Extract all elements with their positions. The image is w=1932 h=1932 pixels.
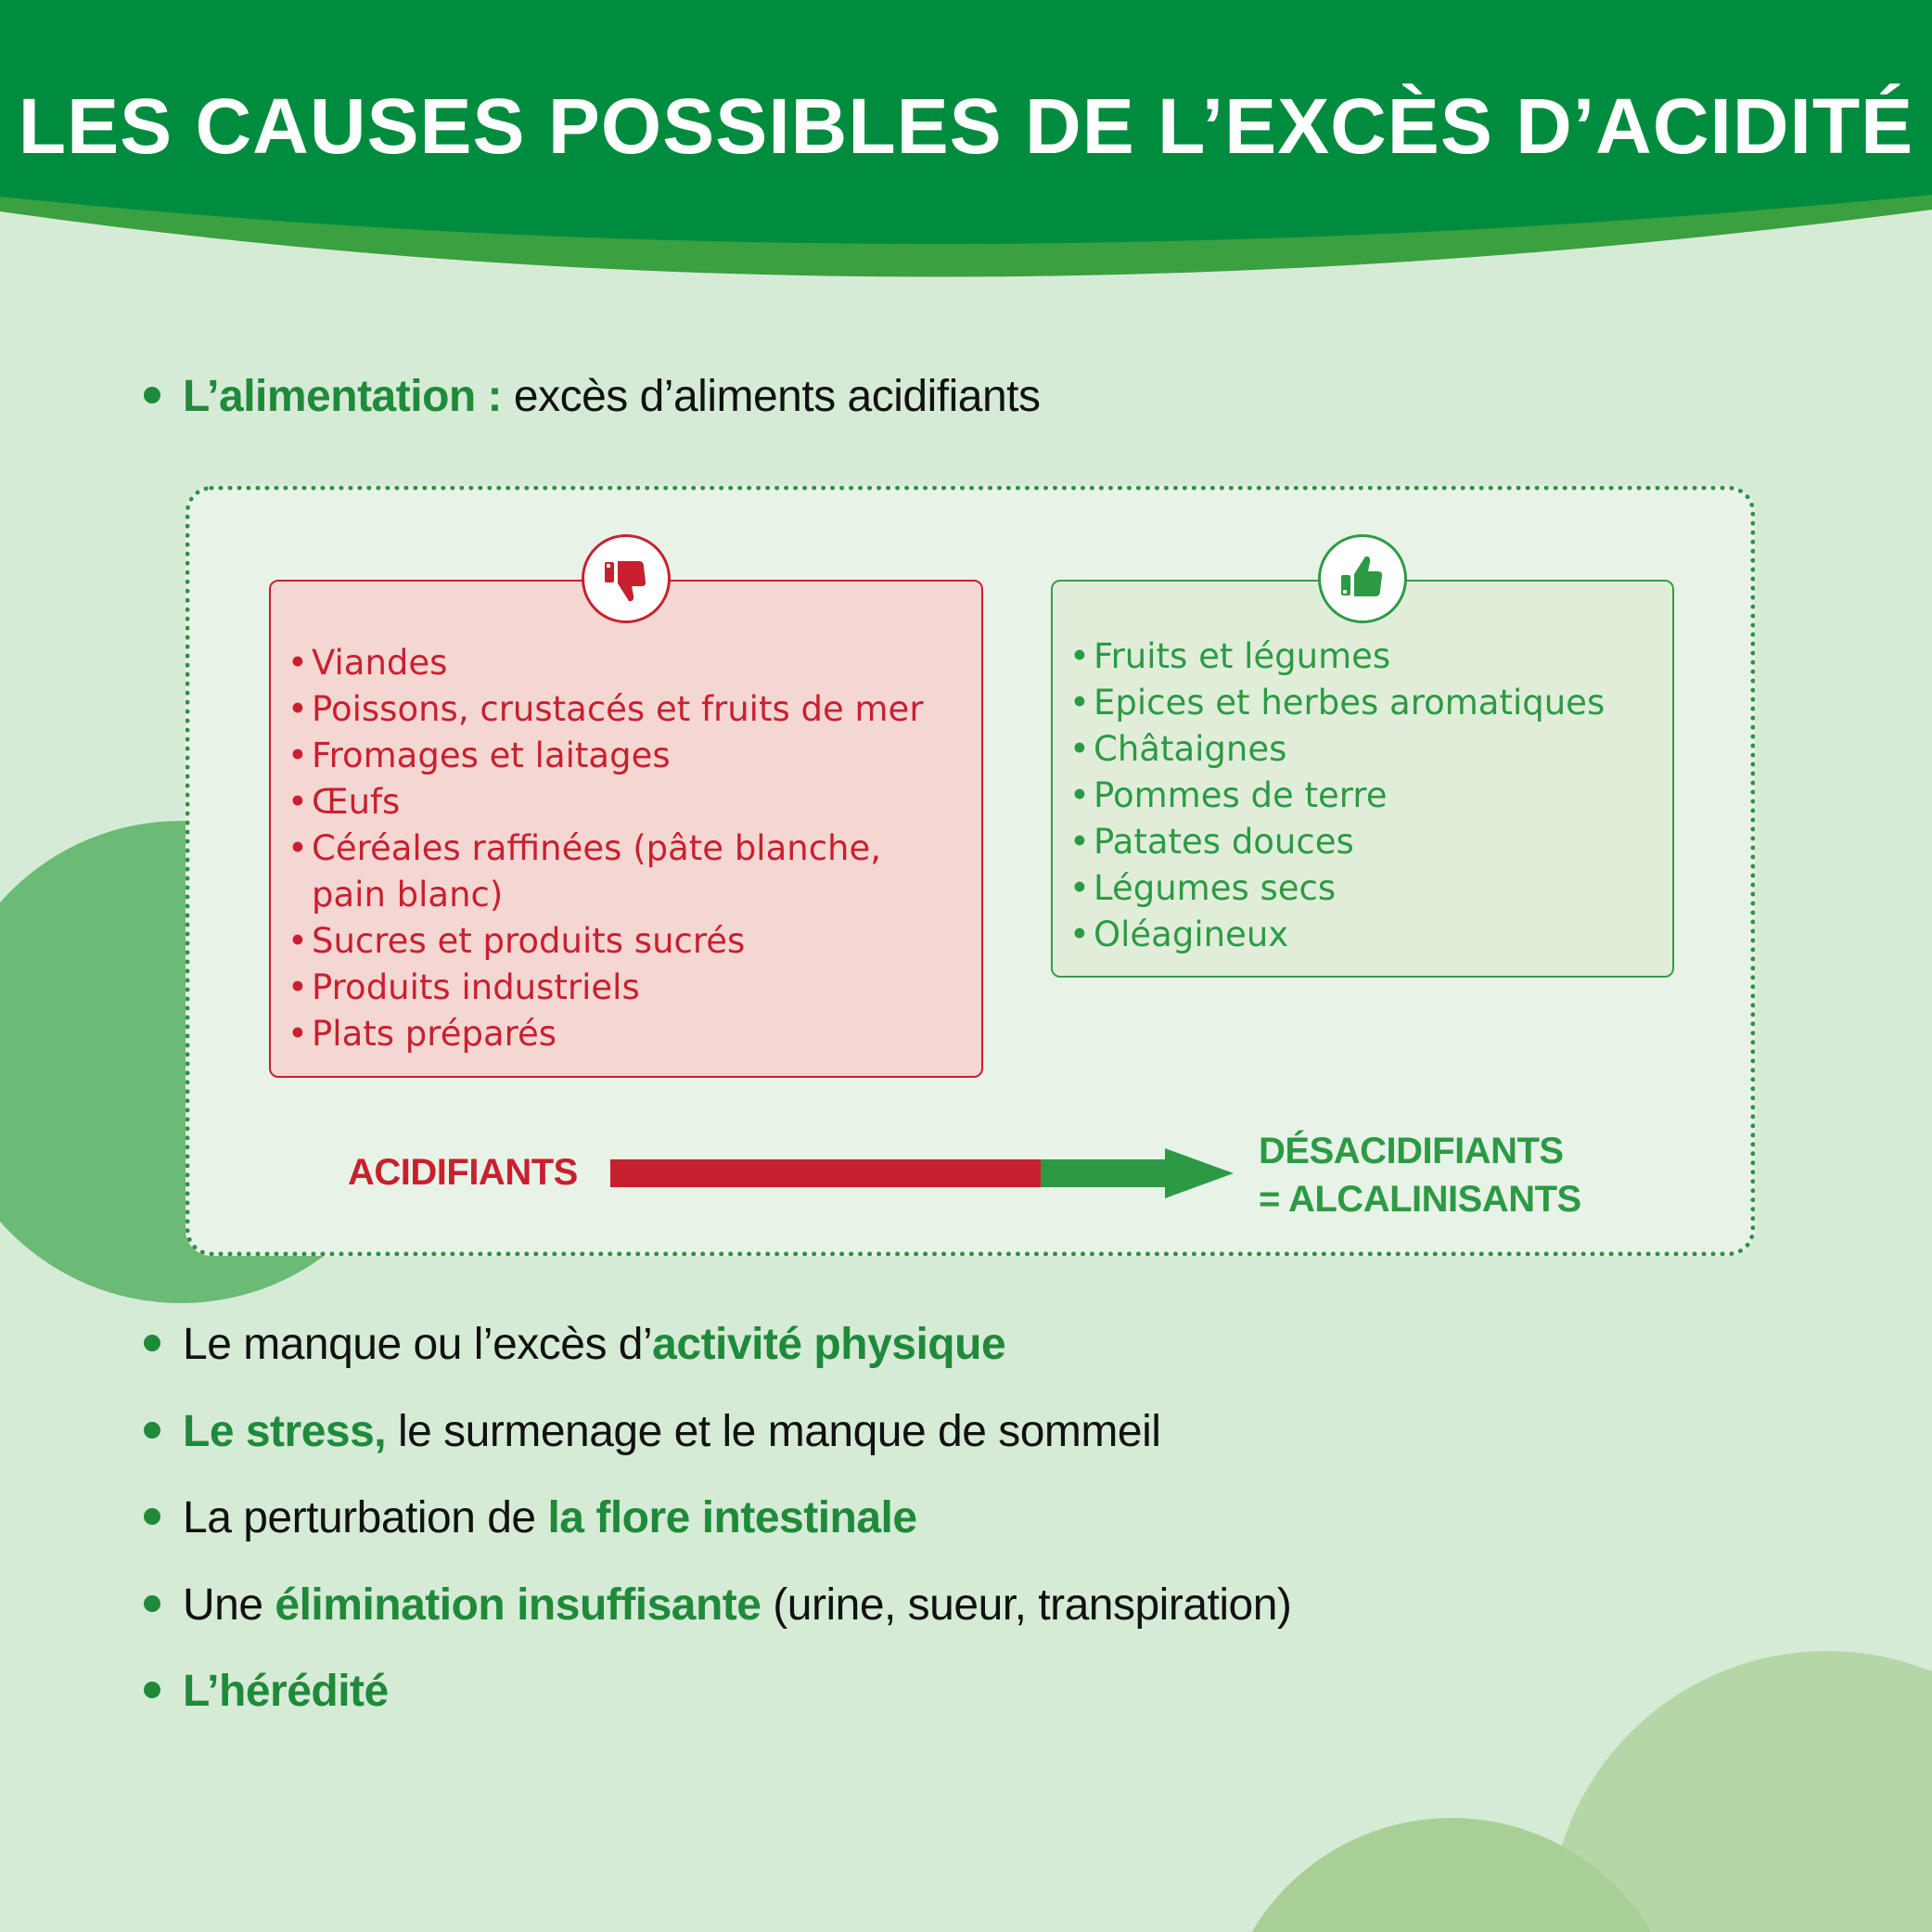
bullet-heredity [144,1666,389,1717]
alkalizing-label [1259,1127,1581,1223]
bullet-dot [144,387,160,403]
list-item: • Patates douces [1069,819,1663,865]
bullet-flora [144,1492,917,1543]
alkalizing-label-line2: = ALCALINISANTS [1259,1179,1581,1220]
bullet-dot [144,1335,160,1351]
bullet-highlight: L’alimentation : [183,372,503,421]
alkalizing-label-line1: DÉSACIDIFIANTS [1259,1131,1564,1171]
list-item: • Plats préparés [288,1011,963,1057]
list-item: • Poissons, crustacés et fruits de mer [288,686,963,733]
list-item: • Fromages et laitages [288,733,963,779]
bullet-highlight: élimination insuffisante [275,1580,761,1630]
bullet-highlight: Le stress, [183,1407,387,1456]
acidifying-foods-list [288,640,963,1057]
list-item: • Légumes secs [1069,865,1663,912]
list-item: • Sucres et produits sucrés [288,918,963,965]
bullet-text: (urine, sueur, transpiration) [761,1580,1292,1630]
list-item: • Œufs [288,779,963,825]
bullet-text: excès d’aliments acidifiants [502,372,1041,421]
list-item: • Epices et herbes aromatiques [1069,680,1663,726]
bullet-text: Une [183,1580,275,1630]
thumbs-up-icon [1318,534,1407,623]
bullet-highlight: la flore intestinale [547,1493,917,1542]
bullet-dot [144,1682,160,1698]
thumbs-down-icon [582,534,671,623]
list-item: • Fruits et légumes [1069,633,1663,680]
acidifying-label: ACIDIFIANTS [348,1152,578,1193]
list-item: • Produits industriels [288,965,963,1011]
list-item: • Pommes de terre [1069,773,1663,819]
acid-alkaline-arrow [608,1146,1239,1200]
bullet-activity [144,1319,1005,1370]
page-title: LES CAUSES POSSIBLES DE L’EXCÈS D’ACIDITÉ [18,83,1914,170]
alkalizing-foods-box [1051,580,1674,978]
bullet-food [144,371,1040,422]
list-item: • Châtaignes [1069,726,1663,773]
bullet-dot [144,1595,160,1612]
bullet-dot [144,1422,160,1439]
bullet-stress [144,1406,1160,1457]
bullet-dot [144,1508,160,1525]
bullet-highlight: activité physique [652,1320,1006,1369]
list-item: • Oléagineux [1069,912,1663,958]
bullet-text: La perturbation de [183,1493,548,1542]
bullet-highlight: L’hérédité [183,1667,389,1716]
list-item: • Viandes [288,640,963,686]
bullet-text: le surmenage et le manque de sommeil [386,1407,1161,1456]
bullet-elimination [144,1580,1291,1631]
list-item: • Céréales raffinées (pâte blanche, pain blanc) [288,825,963,918]
alkalizing-foods-list [1069,633,1663,958]
acidifying-foods-box [269,580,983,1078]
bullet-text: Le manque ou l’excès d’ [183,1320,653,1369]
